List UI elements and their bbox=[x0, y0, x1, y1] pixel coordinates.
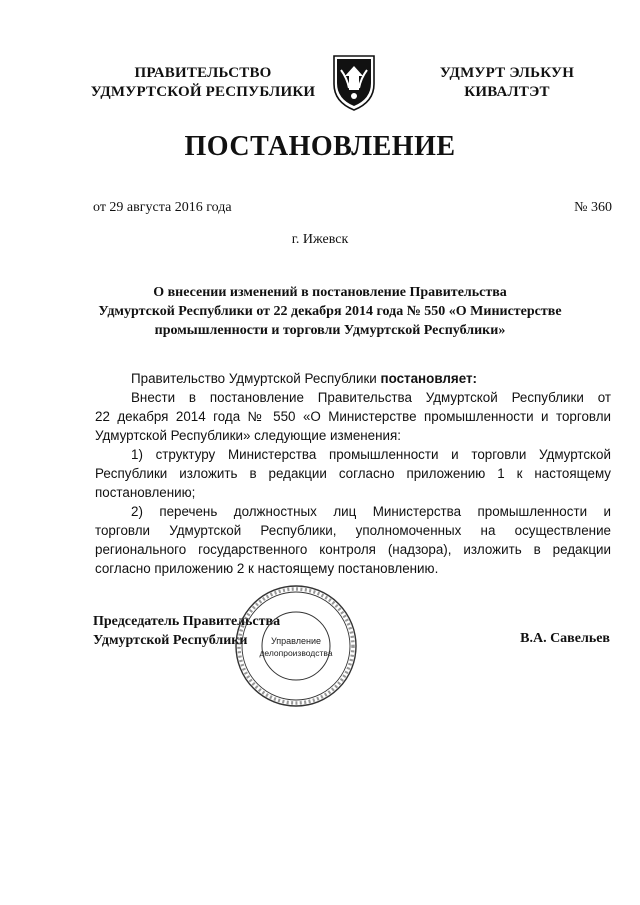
official-stamp bbox=[232, 582, 360, 710]
intro-text: Правительство Удмуртской Республики bbox=[131, 371, 381, 386]
paragraph-line: регионального государственного контроля (надзора), изложить в редакции bbox=[95, 542, 611, 557]
document-body bbox=[95, 369, 611, 578]
intro-resolve: постановляет: bbox=[380, 371, 477, 386]
document-date: от 29 августа 2016 года bbox=[93, 200, 232, 215]
paragraph-line: Удмуртской Республики» следующие изменения: bbox=[95, 428, 401, 443]
intro-line bbox=[95, 369, 611, 388]
signature-position-line: Председатель Правительства bbox=[93, 614, 281, 629]
issuer-line: УДМУРТ ЭЛЬКУН bbox=[439, 65, 575, 81]
paragraph-line: постановлению; bbox=[95, 485, 196, 500]
issuer-line: КИВАЛТЭТ bbox=[464, 84, 550, 100]
paragraph-line: Внести в постановление Правительства Удмуртской Республики от bbox=[131, 390, 611, 405]
document-city: г. Ижевск bbox=[291, 232, 349, 247]
stamp-center-line: делопроизводства bbox=[259, 648, 333, 658]
paragraph-line: согласно приложению 2 к настоящему постановлению. bbox=[95, 561, 439, 576]
subject-line: Удмуртской Республики от 22 декабря 2014 года № 550 «О Министерстве bbox=[98, 304, 562, 319]
stamp-center-line: Управление bbox=[270, 636, 322, 646]
paragraph-line: Республики изложить в редакции согласно приложению 1 к настоящему bbox=[95, 466, 611, 481]
document-title: ПОСТАНОВЛЕНИЕ bbox=[184, 131, 456, 162]
signer-name: В.А. Савельев bbox=[520, 631, 610, 646]
document-subject bbox=[60, 283, 600, 340]
issuer-name-russian bbox=[84, 64, 322, 102]
subject-line: промышленности и торговли Удмуртской Республики» bbox=[154, 323, 506, 338]
issuer-line: ПРАВИТЕЛЬСТВО bbox=[134, 65, 272, 81]
paragraph-line: торговли Удмуртской Республики, уполномоченных на осуществление bbox=[95, 523, 611, 538]
document-number: № 360 bbox=[574, 200, 612, 215]
paragraph-line: 1) структуру Министерства промышленности и торговли Удмуртской bbox=[131, 447, 611, 462]
issuer-name-udmurt bbox=[424, 64, 590, 102]
paragraph-line: 2) перечень должностных лиц Министерства промышленности и bbox=[131, 504, 611, 519]
subject-line: О внесении изменений в постановление Правительства bbox=[153, 285, 507, 300]
signature-position-line: Удмуртской Республики bbox=[93, 633, 248, 648]
paragraph-line: 22 декабря 2014 года № 550 «О Министерстве промышленности и торговли bbox=[95, 409, 611, 424]
coat-of-arms-icon bbox=[329, 52, 379, 112]
issuer-line: УДМУРТСКОЙ РЕСПУБЛИКИ bbox=[90, 84, 316, 100]
